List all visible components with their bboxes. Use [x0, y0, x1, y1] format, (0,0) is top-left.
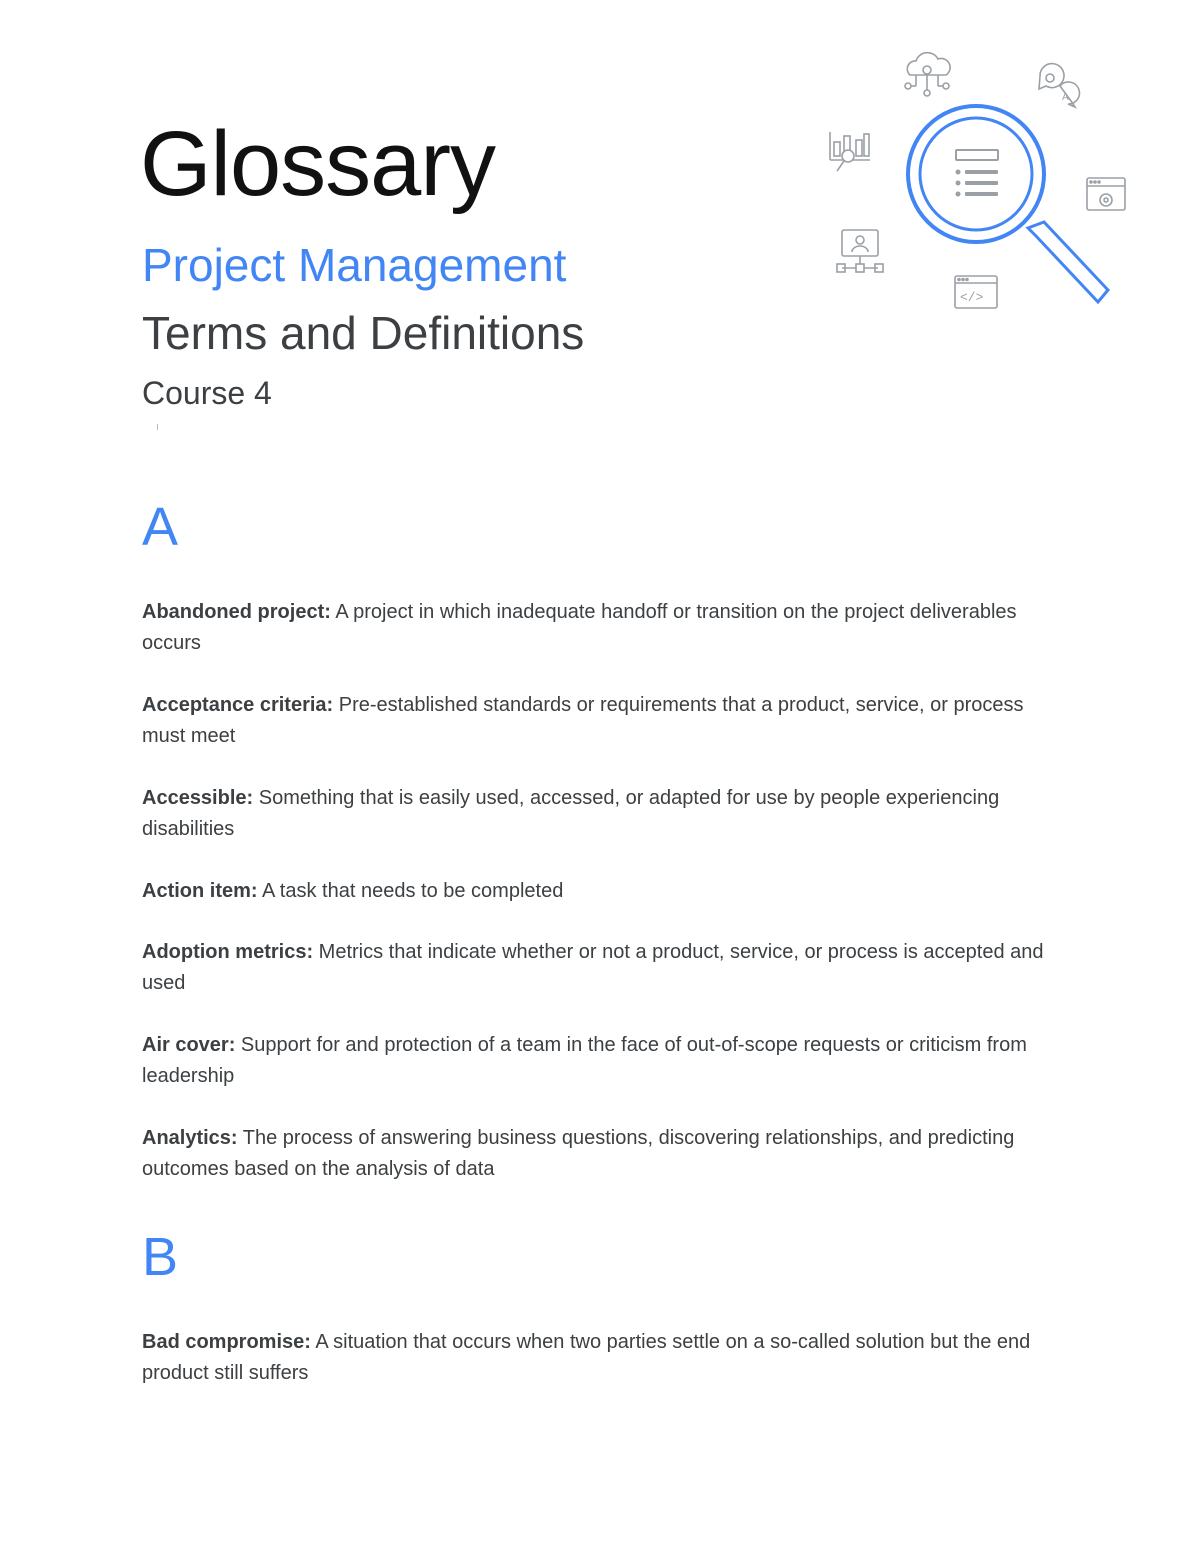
document-list-icon — [956, 150, 999, 197]
code-glyph: </> — [960, 290, 984, 305]
header-illustration — [820, 40, 1140, 320]
entry-definition: A project in which inadequate handoff or transition on the project deliverables occurs — [142, 601, 1017, 654]
section-letter: A — [142, 497, 179, 557]
glossary-entry — [142, 690, 1052, 752]
glossary-entry — [142, 783, 1052, 845]
entry-definition: Pre-established standards or requirements that a product, service, or process must meet — [142, 694, 1024, 747]
page-title: Glossary — [140, 113, 495, 215]
glossary-entry — [142, 876, 1052, 907]
divider-mark — [157, 424, 158, 430]
glossary-entry — [142, 1030, 1052, 1092]
chat-glyph: A — [1062, 92, 1069, 103]
code-window-icon — [955, 276, 997, 308]
page-subtitle: Project Management — [142, 239, 567, 291]
entry-term: Bad compromise: — [142, 1331, 311, 1353]
chat-translate-icon — [1039, 64, 1079, 107]
entry-definition: Something that is easily used, accessed, or adapted for use by people experiencing disabilities — [142, 787, 1000, 840]
entry-term: Air cover: — [142, 1034, 236, 1056]
entry-definition: The process of answering business questions, discovering relationships, and predicting outcomes based on the analysis of data — [142, 1127, 1015, 1180]
entry-definition: A task that needs to be completed — [257, 880, 564, 902]
magnifying-glass-icon — [908, 106, 1108, 302]
settings-window-icon — [1087, 178, 1125, 210]
user-hierarchy-icon — [837, 230, 883, 272]
entry-term: Acceptance criteria: — [142, 694, 334, 716]
entry-definition: Support for and protection of a team in the face of out-of-scope requests or criticism from leadership — [142, 1034, 1027, 1087]
entry-term: Adoption metrics: — [142, 941, 314, 963]
entry-term: Abandoned project: — [142, 601, 331, 623]
chart-magnifier-icon — [830, 132, 870, 171]
glossary-entry — [142, 1123, 1052, 1185]
course-label: Course 4 — [142, 375, 272, 411]
glossary-entry — [142, 1327, 1052, 1389]
page-subtitle-secondary: Terms and Definitions — [142, 307, 585, 359]
glossary-entry — [142, 597, 1052, 659]
entry-definition: A situation that occurs when two parties settle on a so-called solution but the end product still suffers — [142, 1331, 1031, 1384]
glossary-entry — [142, 937, 1052, 999]
cloud-network-icon — [905, 53, 950, 96]
entry-term: Accessible: — [142, 787, 254, 809]
section-letter: B — [142, 1227, 179, 1287]
entry-term: Action item: — [142, 880, 258, 902]
entry-term: Analytics: — [142, 1127, 238, 1149]
entry-definition: Metrics that indicate whether or not a product, service, or process is accepted and used — [142, 941, 1044, 994]
